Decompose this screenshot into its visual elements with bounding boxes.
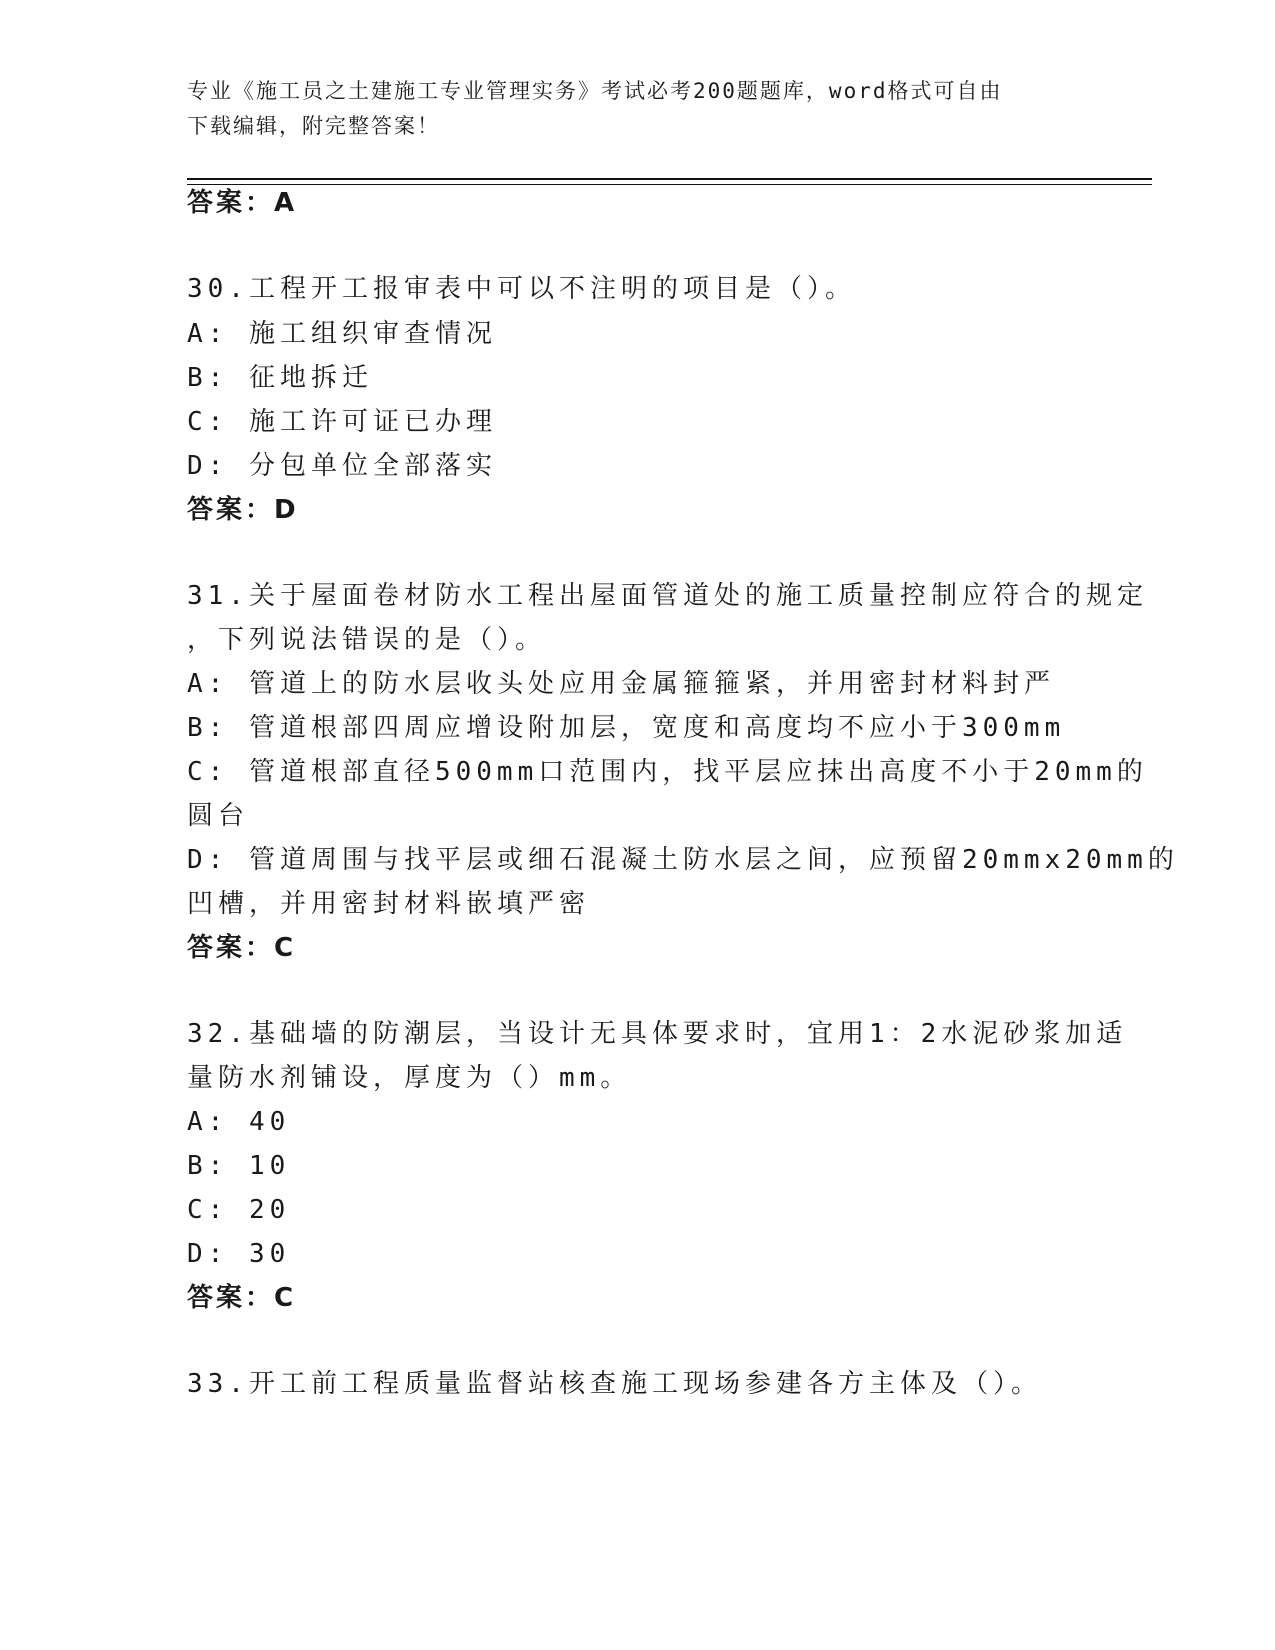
q30-option-b: B: 征地拆迁 [187, 363, 373, 393]
question-30-text: 30.工程开工报审表中可以不注明的项目是（）。 [187, 274, 856, 304]
q31-option-d-continued: 凹槽，并用密封材料嵌填严密 [187, 889, 591, 919]
header-line-1: 专业《施工员之土建施工专业管理实务》考试必考200题题库，word格式可自由 [187, 79, 1003, 103]
question-32-text-line-2: 量防水剂铺设，厚度为（）mm。 [187, 1063, 632, 1093]
q32-option-d: D: 30 [187, 1239, 291, 1269]
q30-answer: 答案：D [187, 495, 299, 525]
q32-option-a: A: 40 [187, 1107, 291, 1137]
q32-answer: 答案：C [187, 1283, 297, 1313]
q30-option-c: C: 施工许可证已办理 [187, 407, 497, 437]
question-31-text-line-2: ，下列说法错误的是（）。 [187, 625, 547, 655]
document-header [187, 74, 1087, 144]
q32-option-b: B: 10 [187, 1151, 291, 1181]
question-33-text: 33.开工前工程质量监督站核查施工现场参建各方主体及（）。 [187, 1369, 1042, 1399]
header-divider-thin [187, 184, 1152, 185]
q31-option-c: C: 管道根部直径500mm口范围内，找平层应抹出高度不小于20mm的 [187, 757, 1148, 787]
q31-option-d: D: 管道周围与找平层或细石混凝土防水层之间，应预留20mmx20mm的 [187, 845, 1179, 875]
answer-line: 答案：A [187, 188, 298, 218]
q30-option-d: D: 分包单位全部落实 [187, 451, 497, 481]
question-32-text-line-1: 32.基础墙的防潮层，当设计无具体要求时，宜用1：2水泥砂浆加适 [187, 1019, 1128, 1049]
q30-option-a: A: 施工组织审查情况 [187, 319, 497, 349]
q31-option-c-continued: 圆台 [187, 801, 250, 831]
q31-answer: 答案：C [187, 933, 297, 963]
q31-option-b: B: 管道根部四周应增设附加层，宽度和高度均不应小于300mm [187, 713, 1066, 743]
header-line-2: 下载编辑，附完整答案！ [187, 114, 440, 138]
question-31-text-line-1: 31.关于屋面卷材防水工程出屋面管道处的施工质量控制应符合的规定 [187, 581, 1148, 611]
header-divider-thick [187, 178, 1152, 180]
q32-option-c: C: 20 [187, 1195, 291, 1225]
q31-option-a: A: 管道上的防水层收头处应用金属箍箍紧，并用密封材料封严 [187, 669, 1055, 699]
